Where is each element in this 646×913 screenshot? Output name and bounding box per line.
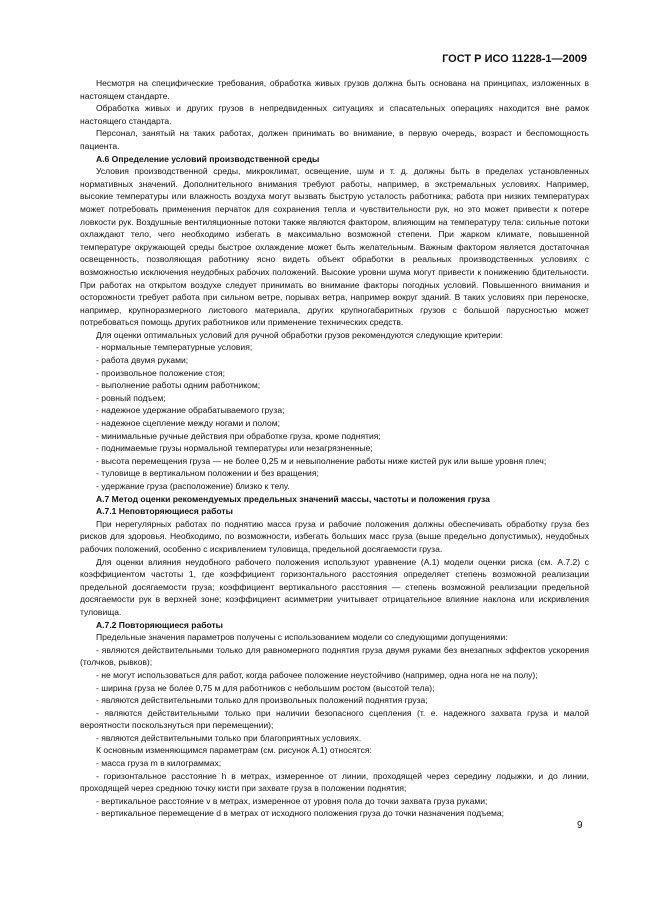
paragraph: - ровный подъем; [96,392,166,403]
paragraph: Обработка живых и других грузов в непредвиденных ситуациях и спасательных операциях находится вне рамок настоящего стандарта. [80,103,589,126]
paragraph: Персонал, занятый на таких работах, должен принимать во внимание, в первую очередь, возраст и беспомощность пациента. [80,128,589,151]
paragraph: - являются действительными только для произвольных положений поднятия груза; [96,695,428,706]
section-heading: А.7.2 Повторяющиеся работы [96,619,223,630]
paragraph: Условия производственной среды, микроклимат, освещение, шум и т. д. должны быть в пределах установленных нормативных значений. Дополнительного внимания требуют работы, например, в экстремальных условиях. Например, высокие температуры или влажность воздуха могут вызвать быструю усталость работника; работа при низких температурах может потребовать применения перчаток для сохранения тепла и чувствительности рук, но это может привести к потере ловкости рук. Воздушные вентиляционные потоки также являются фактором, влияющим на температуру тела: сильные потоки охлаждают тело, чего необходимо избегать в максимально возможной степени. При жарком климате, повышенной температуре окружающей среды быстрое охлаждение может быть желательным. Важным фактором является достаточная освещенность, позволяющая работнику ясно видеть объект обработки в реальных производственных условиях с возможностью исключения неудобных рабочих положений. Высокие уровни шума могут привести к понижению бдительности. При работах на открытом воздухе следует принимать во внимание факторы погодных условий. Повышенного внимания и осторожности требует работа при сильном ветре, порывах ветра, например вокруг зданий. В таких условиях при переноске, например, крупноразмерного листового материала, других крупногабаритных грузов с большой парусностью может потребоваться помощь других работников или применение технических средств. [80,166,589,328]
paragraph: - масса груза m в килограммах; [96,758,222,769]
page-number: 9 [577,820,583,831]
paragraph: Для оценки влияния неудобного рабочего положения используют уравнение (А.1) модели оценки риска (см. А.7.2) с коэффициентом частоты 1, где коэффициент горизонтального расстояния определяет степень возможной реализации предельной досягаемости груза; коэффициент вертикального расстояния — степень возможной реализации предельной досягаемости рук в верхней зоне; коэффициент асимметрии учитывает отрицательное влияние наклона или искривления туловища. [80,556,589,617]
paragraph: - горизонтальное расстояние h в метрах, измеренное от линии, проходящей через середину лодыжки, и до линии, проходящей через среднюю точку кисти при захвате груза в положении поднятия; [80,770,589,794]
paragraph: - надежное сцепление между ногами и полом; [96,418,280,429]
paragraph: - являются действительными только при благоприятных условиях. [96,732,362,743]
paragraph: - надежное удержание обрабатываемого груза; [96,405,285,416]
paragraph: - работа двумя руками; [96,355,189,366]
paragraph: - не могут использоваться для работ, когда рабочее положение неустойчиво (например, одна нога не на полу); [96,669,538,680]
standard-header: ГОСТ Р ИСО 11228-1—2009 [442,53,587,65]
paragraph: Несмотря на специфические требования, обработка живых грузов должна быть основана на принципах, изложенных в настоящем стандарте. [80,78,589,101]
paragraph: К основным изменяющимся параметрам (см. рисунок А.1) относятся: [96,745,372,756]
paragraph: - вертикальное перемещение d в метрах от исходного положения груза до точки назначения подъема; [96,808,505,819]
paragraph: - удержание груза (расположение) близко к телу. [96,481,290,491]
paragraph: - высота перемещения груза — не более 0,25 м и невыполнение работы ниже кистей рук или выше уровня плеч; [96,455,547,466]
paragraph: - выполнение работы одним работником; [96,380,261,391]
paragraph: - являются действительными только при наличии безопасного сцепления (т. е. надежного захвата груза и малой вероятности поскользнуться при перемещении); [80,707,589,731]
paragraph: - туловище в вертикальном положении и без вращения; [96,468,319,479]
paragraph: - являются действительными только для равномерного поднятия груза двумя руками без внезапных эффектов ускорения (толчков, рывков); [80,644,589,668]
paragraph: Для оценки оптимальных условий для ручной обработки грузов рекомендуются следующие критерии: [96,329,504,340]
paragraph: - минимальные ручные действия при обработке груза, кроме поднятия; [96,430,381,441]
section-heading: А.7.1 Неповторяющиеся работы [96,506,233,517]
paragraph: - поднимаемые грузы нормальной температуры или незагрязненные; [96,443,373,454]
body-text [80,77,589,820]
paragraph: - произвольное положение стоя; [96,367,225,378]
paragraph: Предельные значения параметров получены с использованием модели со следующими допущениями: [96,632,508,643]
paragraph: - ширина груза не более 0,75 м для работников с небольшим ростом (высотой тела); [96,682,435,693]
paragraph: - вертикальное расстояние v в метрах, измеренное от уровня пола до точки захвата груза руками; [96,795,488,806]
section-heading: А.7 Метод оценки рекомендуемых предельных значений массы, частоты и положения груза [96,493,490,504]
paragraph: - нормальные температурные условия; [96,342,253,353]
paragraph: При нерегулярных работах по поднятию масса груза и рабочие положения должны обеспечивать обработку груза без рисков для здоровья. Необходимо, по возможности, избегать больших масс груза (выше предельно допустимых), неудобных рабочих положений, особенно с искривлением туловища, предельной досягаемости груза. [80,518,589,554]
section-heading: А.6 Определение условий производственной среды [96,153,320,164]
